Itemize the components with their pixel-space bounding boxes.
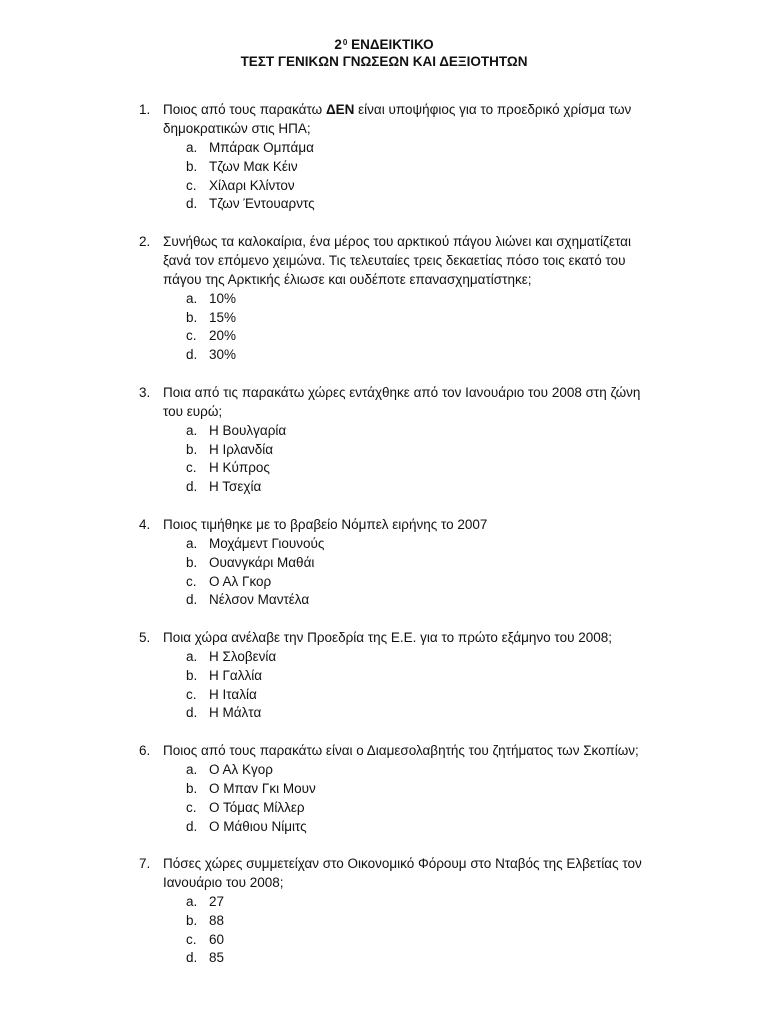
option-letter: d. <box>186 818 198 834</box>
question-item <box>0 516 768 610</box>
question-number: 3. <box>139 384 151 400</box>
option-letter: b. <box>186 158 198 174</box>
question-number: 5. <box>139 629 151 645</box>
question-item <box>0 855 768 968</box>
option-text: Ο Αλ Γκορ <box>209 573 272 589</box>
question-number: 6. <box>139 742 151 758</box>
answer-option <box>0 327 768 346</box>
question-item <box>0 742 768 836</box>
document-title <box>0 36 768 53</box>
title-superscript: 0 <box>342 38 348 47</box>
question-text <box>163 516 653 535</box>
option-letter: d. <box>186 347 198 363</box>
option-letter: c. <box>186 686 197 702</box>
option-letter: a. <box>186 422 198 438</box>
option-text: Ο Μάθιου Νίμιτς <box>209 818 307 834</box>
option-letter: b. <box>186 309 198 325</box>
option-letter: d. <box>186 950 198 966</box>
question-text-part: Συνήθως τα καλοκαίρια, ένα μέρος του αρκτικού πάγου λιώνει και σχηματίζεται ξανά τον επόμενο χειμώνα. Τις τελευταίες τρεις δεκαετίας πόσο τοις εκατό του πάγου της Αρκτικής έλιωσε και ουδέποτε επανασχηματίστηκε; <box>163 233 631 287</box>
option-letter: b. <box>186 441 198 457</box>
option-letter: c. <box>186 177 197 193</box>
option-letter: a. <box>186 648 198 664</box>
option-text: Η Κύπρος <box>209 460 270 476</box>
question-text <box>163 629 653 648</box>
option-text: Τζων Έντουαρντς <box>209 196 315 212</box>
document-subtitle: ΤΕΣΤ ΓΕΝΙΚΩΝ ΓΝΩΣΕΩΝ ΚΑΙ ΔΕΞΙΟΤΗΤΩΝ <box>240 54 528 69</box>
option-text: Η Βουλγαρία <box>209 422 287 438</box>
option-letter: d. <box>186 592 198 608</box>
answer-option <box>0 931 768 950</box>
option-letter: c. <box>186 460 197 476</box>
document-header <box>0 36 768 70</box>
answer-option <box>0 573 768 592</box>
option-letter: a. <box>186 290 198 306</box>
answer-option <box>0 535 768 554</box>
answer-option <box>0 818 768 837</box>
answer-option <box>0 780 768 799</box>
option-letter: a. <box>186 761 198 777</box>
option-text: Τζων Μακ Κέιν <box>209 158 298 174</box>
option-letter: c. <box>186 799 197 815</box>
answer-option <box>0 346 768 365</box>
answer-option <box>0 478 768 497</box>
option-text: Μοχάμεντ Γιουνούς <box>209 535 325 551</box>
title-number: 2 <box>334 37 342 52</box>
question-item <box>0 101 768 214</box>
question-list <box>0 101 768 968</box>
answer-option <box>0 195 768 214</box>
answer-option <box>0 177 768 196</box>
answer-options <box>0 422 768 498</box>
option-text: Η Ιρλανδία <box>209 441 274 457</box>
option-text: Η Ιταλία <box>209 686 257 702</box>
option-letter: d. <box>186 705 198 721</box>
option-text: 27 <box>209 893 225 909</box>
option-text: Ο Αλ Κγορ <box>209 761 273 777</box>
answer-option <box>0 139 768 158</box>
question-text-part: Πόσες χώρες συμμετείχαν στο Οικονομικό Φόρουμ στο Νταβός της Ελβετίας τον Ιανουάριο του 2008; <box>163 856 642 890</box>
question-text <box>163 101 653 139</box>
question-text <box>163 855 653 893</box>
answer-option <box>0 309 768 328</box>
option-letter: b. <box>186 554 198 570</box>
answer-option <box>0 893 768 912</box>
option-letter: c. <box>186 931 197 947</box>
option-letter: b. <box>186 780 198 796</box>
option-text: Η Μάλτα <box>209 705 262 721</box>
option-text: 30% <box>209 347 237 363</box>
answer-option <box>0 554 768 573</box>
option-text: Η Σλοβενία <box>209 648 277 664</box>
question-text-part: Ποια από τις παρακάτω χώρες εντάχθηκε από τον Ιανουάριο του 2008 στη ζώνη του ευρώ; <box>163 384 641 419</box>
answer-option <box>0 290 768 309</box>
question-spacer <box>0 365 768 384</box>
option-text: Ο Μπαν Γκι Μουν <box>209 780 316 796</box>
answer-option <box>0 648 768 667</box>
option-letter: b. <box>186 667 198 683</box>
question-item <box>0 384 768 497</box>
question-text-part: Ποιος από τους παρακάτω είναι ο Διαμεσολαβητής του ζητήματος των Σκοπίων; <box>163 742 639 758</box>
question-emphasis: ΔΕΝ <box>325 102 355 117</box>
answer-option <box>0 459 768 478</box>
option-text: 60 <box>209 931 225 947</box>
answer-option <box>0 686 768 705</box>
question-item <box>0 233 768 365</box>
question-text <box>163 742 653 761</box>
option-text: Ουανγκάρι Μαθάι <box>209 554 315 570</box>
answer-options <box>0 648 768 724</box>
option-letter: a. <box>186 893 198 909</box>
option-text: Ο Τόμας Μίλλερ <box>209 799 305 815</box>
option-text: Η Γαλλία <box>209 667 263 683</box>
answer-option <box>0 704 768 723</box>
option-text: 15% <box>209 309 237 325</box>
question-text-part: Ποιος από τους παρακάτω <box>163 102 326 117</box>
option-text: Νέλσον Μαντέλα <box>209 592 310 608</box>
answer-option <box>0 949 768 968</box>
option-letter: a. <box>186 535 198 551</box>
answer-option <box>0 591 768 610</box>
answer-option <box>0 441 768 460</box>
option-letter: b. <box>186 912 198 928</box>
question-item <box>0 629 768 723</box>
option-letter: d. <box>186 479 198 495</box>
option-letter: c. <box>186 328 197 344</box>
question-spacer <box>0 723 768 742</box>
answer-options <box>0 290 768 366</box>
answer-option <box>0 422 768 441</box>
option-text: Η Τσεχία <box>209 479 262 495</box>
option-letter: c. <box>186 573 197 589</box>
question-spacer <box>0 610 768 629</box>
answer-options <box>0 761 768 837</box>
answer-option <box>0 667 768 686</box>
question-number: 2. <box>139 233 151 249</box>
question-spacer <box>0 214 768 233</box>
question-number: 7. <box>139 856 151 871</box>
option-text: Χίλαρι Κλίντον <box>209 177 295 193</box>
question-spacer <box>0 836 768 855</box>
option-letter: a. <box>186 139 198 155</box>
option-text: Μπάρακ Ομπάμα <box>209 139 314 155</box>
question-number: 4. <box>139 516 151 532</box>
question-text <box>163 384 653 422</box>
question-text <box>163 233 653 290</box>
question-text-part: Ποια χώρα ανέλαβε την Προεδρία της Ε.Ε. για το πρώτο εξάμηνο του 2008; <box>163 629 612 645</box>
answer-options <box>0 893 768 969</box>
question-spacer <box>0 497 768 516</box>
question-text-part: Ποιος τιμήθηκε με το βραβείο Νόμπελ ειρήνης το 2007 <box>163 516 488 532</box>
answer-option <box>0 761 768 780</box>
option-letter: d. <box>186 196 198 212</box>
title-word: ΕΝΔΕΙΚΤΙΚΟ <box>351 37 434 52</box>
answer-options <box>0 139 768 215</box>
option-text: 10% <box>209 290 237 306</box>
option-text: 88 <box>209 912 225 928</box>
answer-option <box>0 158 768 177</box>
answer-option <box>0 912 768 931</box>
answer-option <box>0 799 768 818</box>
question-number: 1. <box>139 102 151 117</box>
option-text: 20% <box>209 328 237 344</box>
answer-options <box>0 535 768 611</box>
question-text-part: είναι υποψήφιος για το προεδρικό χρίσμα των δημοκρατικών στις ΗΠΑ; <box>163 102 632 136</box>
option-text: 85 <box>209 950 225 966</box>
